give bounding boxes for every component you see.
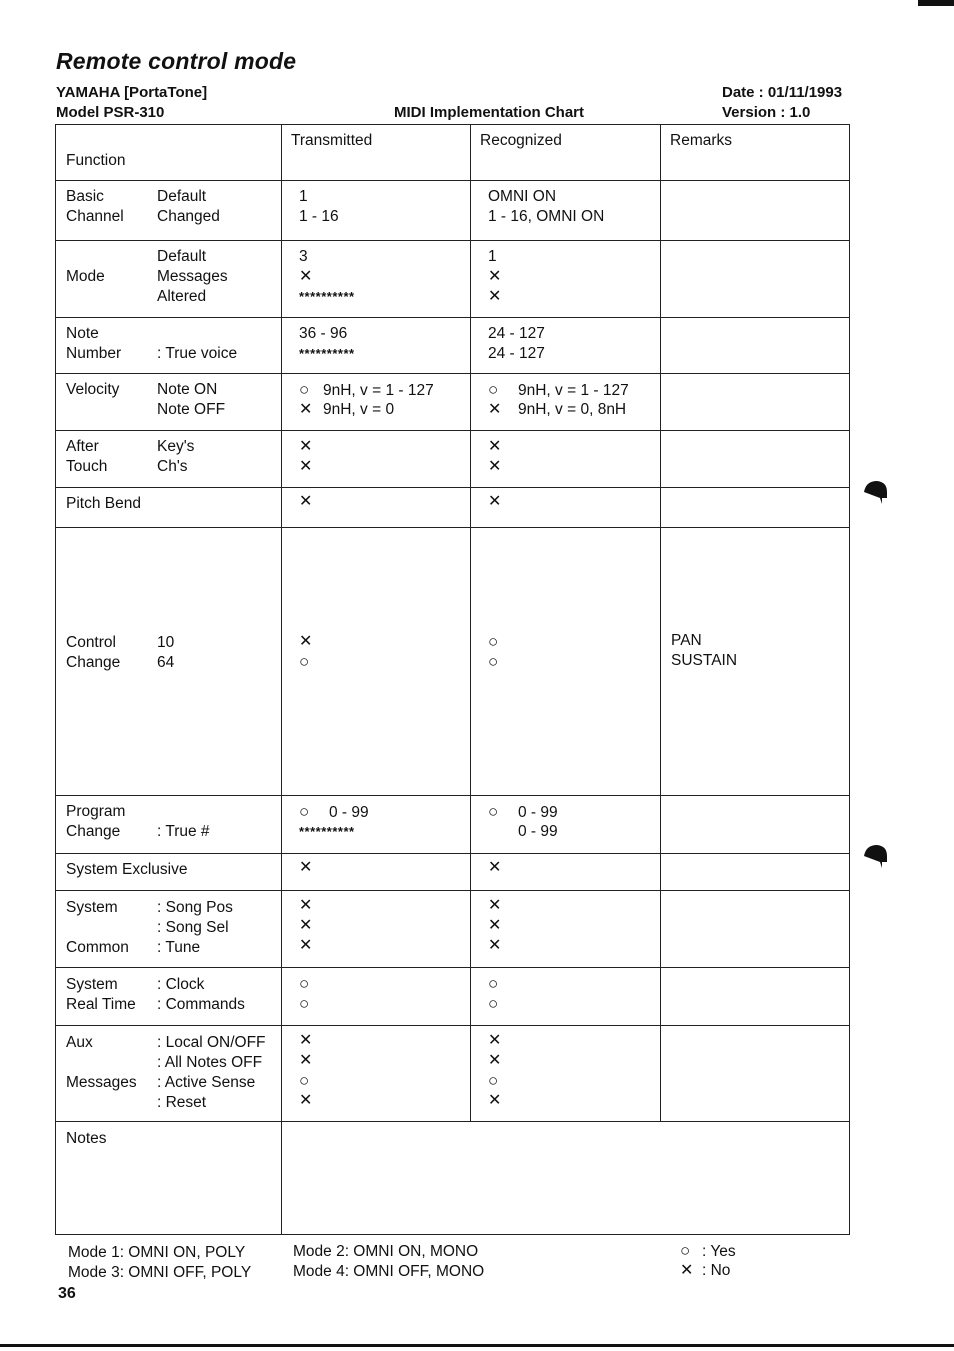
function-label: Basic [66, 188, 104, 205]
sub-label: Ch's [157, 458, 188, 475]
transmitted-header: Transmitted [291, 132, 373, 149]
function-label: Mode [66, 268, 105, 285]
function-label: Aux [66, 1034, 93, 1051]
function-label: Note [66, 325, 99, 342]
transmitted-value: 9nH, v = 0 [323, 401, 395, 418]
function-label: Common [66, 939, 129, 956]
yes-icon: ○ [488, 802, 499, 821]
remark-text: PAN [671, 632, 702, 649]
sub-label: 64 [157, 654, 175, 671]
function-label: Number [66, 345, 122, 362]
chart-title: MIDI Implementation Chart [394, 104, 585, 121]
mode-2-text: Mode 2: OMNI ON, MONO [293, 1243, 479, 1260]
recognized-value: 0 - 99 [518, 823, 558, 840]
sub-label: Changed [157, 208, 220, 225]
function-label: Messages [66, 1074, 137, 1091]
function-label: Velocity [66, 381, 120, 398]
recognized-value: 0 - 99 [518, 804, 558, 821]
no-icon: ✕ [299, 859, 313, 876]
midi-implementation-table [55, 124, 850, 1235]
sub-label: : Commands [157, 996, 245, 1013]
no-icon: ✕ [299, 493, 313, 510]
sub-label: : Reset [157, 1094, 207, 1111]
recognized-header: Recognized [480, 132, 562, 149]
function-label: System [66, 899, 118, 916]
no-icon: ✕ [488, 493, 502, 510]
no-icon: ✕ [488, 458, 502, 475]
transmitted-value: 36 - 96 [299, 325, 348, 342]
sub-label: : Song Sel [157, 919, 229, 936]
mode-row [56, 241, 850, 318]
transmitted-value: 1 [299, 188, 308, 205]
no-icon: ✕ [488, 859, 502, 876]
legend-no-label: : No [702, 1262, 731, 1279]
recognized-value: 9nH, v = 0, 8nH [518, 401, 627, 418]
no-icon: ✕ [299, 917, 313, 934]
mode-4-text: Mode 4: OMNI OFF, MONO [293, 1263, 485, 1280]
no-icon: ✕ [299, 937, 313, 954]
no-icon: ✕ [488, 268, 502, 285]
system-exclusive-row [56, 854, 850, 891]
yes-icon: ○ [299, 802, 310, 821]
no-icon: ✕ [299, 268, 313, 285]
yes-icon: ○ [488, 380, 499, 399]
remark-text: SUSTAIN [671, 652, 738, 669]
recognized-value: 24 - 127 [488, 325, 545, 342]
program-change-row [56, 796, 850, 854]
function-label: Channel [66, 208, 124, 225]
yes-icon: ○ [299, 380, 310, 399]
yes-icon: ○ [299, 652, 310, 671]
no-icon: ✕ [299, 1052, 313, 1069]
legend-yes [680, 1241, 736, 1262]
system-realtime-row [56, 968, 850, 1026]
sub-label: : True voice [157, 345, 238, 362]
basic-channel-row [56, 181, 850, 241]
function-label: Control [66, 634, 116, 651]
yes-icon: ○ [488, 1071, 499, 1090]
model-label: Model PSR-310 [56, 104, 165, 121]
no-icon: ✕ [488, 438, 502, 455]
no-icon: ✕ [299, 1032, 313, 1049]
transmitted-value: 9nH, v = 1 - 127 [323, 382, 434, 399]
no-icon: ✕ [488, 1092, 502, 1109]
no-icon: ✕ [488, 1032, 502, 1049]
sub-label: : Active Sense [157, 1074, 256, 1091]
yes-icon: ○ [299, 1071, 310, 1090]
no-icon: ✕ [488, 401, 502, 418]
function-label: Real Time [66, 996, 136, 1013]
sub-label: : All Notes OFF [157, 1054, 263, 1071]
no-icon: ✕ [299, 897, 313, 914]
function-label: Change [66, 654, 121, 671]
control-change-row [56, 528, 850, 796]
sub-label: : Clock [157, 976, 205, 993]
sub-label: Key's [157, 438, 195, 455]
function-label: Notes [66, 1130, 107, 1147]
yes-icon: ○ [488, 652, 499, 671]
no-icon: ✕ [488, 897, 502, 914]
sub-label: : True # [157, 823, 210, 840]
aftertouch-row [56, 431, 850, 488]
header-row [56, 125, 850, 181]
recognized-value: OMNI ON [488, 188, 557, 205]
mode-1-text: Mode 1: OMNI ON, POLY [68, 1244, 246, 1261]
function-label: Program [66, 803, 126, 820]
not-applicable-mark: ********** [299, 289, 355, 304]
recognized-value: 1 [488, 248, 497, 265]
function-header: Function [66, 152, 126, 169]
no-icon: ✕ [488, 917, 502, 934]
no-icon: ✕ [299, 1092, 313, 1109]
sub-label: Default [157, 248, 207, 265]
page-number: 36 [58, 1285, 76, 1302]
transmitted-value: 1 - 16 [299, 208, 339, 225]
sub-label: : Song Pos [157, 899, 233, 916]
no-icon: ✕ [488, 1052, 502, 1069]
maker-label: YAMAHA [PortaTone] [56, 84, 208, 101]
yes-icon: ○ [680, 1241, 691, 1260]
sub-label: Note OFF [157, 401, 226, 418]
no-icon: ✕ [299, 633, 313, 650]
sub-label: : Local ON/OFF [157, 1034, 266, 1051]
velocity-row [56, 374, 850, 431]
date-label: Date : 01/11/1993 [722, 84, 843, 101]
no-icon: ✕ [488, 937, 502, 954]
not-applicable-mark: ********** [299, 346, 355, 361]
sub-label: 10 [157, 634, 175, 651]
recognized-value: 9nH, v = 1 - 127 [518, 382, 629, 399]
remarks-header: Remarks [670, 132, 733, 149]
notes-area [282, 1122, 850, 1235]
yes-icon: ○ [488, 974, 499, 993]
pitch-bend-row [56, 488, 850, 528]
no-icon: ✕ [488, 288, 502, 305]
notes-row [56, 1122, 850, 1235]
sub-label: : Tune [157, 939, 201, 956]
recognized-value: 24 - 127 [488, 345, 545, 362]
recognized-value: 1 - 16, OMNI ON [488, 208, 605, 225]
no-icon: ✕ [299, 438, 313, 455]
function-label: Pitch Bend [66, 495, 141, 512]
version-label: Version : 1.0 [722, 104, 811, 121]
yes-icon: ○ [299, 974, 310, 993]
sub-label: Messages [157, 268, 228, 285]
function-label: After [66, 438, 99, 455]
yes-icon: ○ [488, 994, 499, 1013]
transmitted-value: 0 - 99 [329, 804, 369, 821]
function-label: System [66, 976, 118, 993]
no-icon: ✕ [680, 1262, 694, 1279]
note-number-row [56, 318, 850, 374]
legend-yes-label: : Yes [702, 1243, 736, 1260]
not-applicable-mark: ********** [299, 824, 355, 839]
sub-label: Altered [157, 288, 207, 305]
legend-no [680, 1261, 730, 1281]
bottom-rule [0, 1344, 954, 1347]
yes-icon: ○ [299, 994, 310, 1013]
sub-label: Default [157, 188, 207, 205]
function-label: Change [66, 823, 121, 840]
system-common-row [56, 891, 850, 968]
no-icon: ✕ [299, 458, 313, 475]
page-corner-mark [918, 0, 954, 6]
transmitted-value: 3 [299, 248, 308, 265]
binder-mark-icon [862, 478, 890, 511]
function-label: Touch [66, 458, 108, 475]
page-title: Remote control mode [56, 48, 297, 74]
binder-mark-icon [862, 842, 890, 875]
sub-label: Note ON [157, 381, 218, 398]
function-label: System Exclusive [66, 861, 188, 878]
yes-icon: ○ [488, 632, 499, 651]
aux-messages-row [56, 1026, 850, 1122]
no-icon: ✕ [299, 401, 313, 418]
mode-3-text: Mode 3: OMNI OFF, POLY [68, 1264, 252, 1281]
